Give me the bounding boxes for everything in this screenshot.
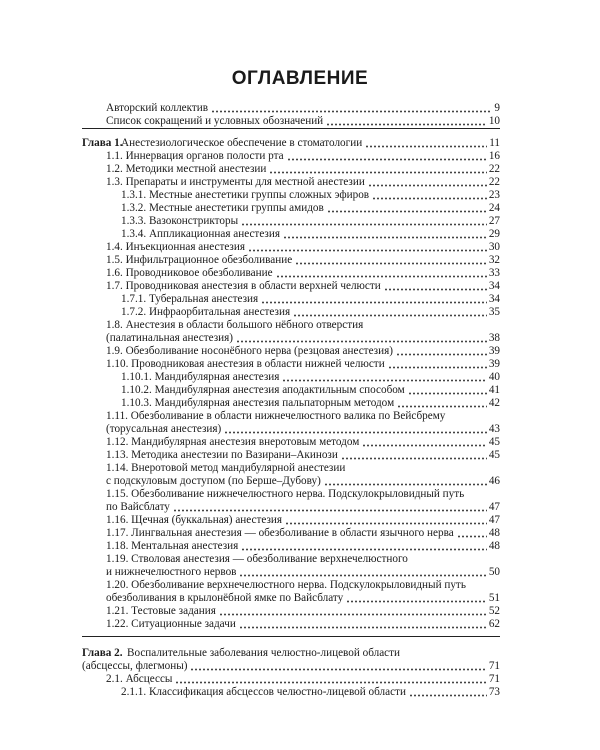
chapter-label: Глава 1. [82, 137, 123, 149]
toc-entry-page: 45 [488, 436, 500, 448]
toc-entry-page: 39 [488, 345, 500, 357]
separator-top [82, 128, 500, 129]
toc-entry-page: 42 [488, 397, 500, 409]
toc-entry[interactable] [106, 163, 500, 176]
toc-entry-page: 47 [488, 514, 500, 526]
toc-entry-page: 34 [488, 280, 500, 292]
toc-entry-page: 24 [488, 202, 500, 214]
toc-entry-title: 1.16. Щечная (буккальная) анестезия [106, 514, 283, 526]
dot-leader [293, 307, 487, 317]
dot-leader [241, 216, 487, 226]
toc-entry-title: (палатинальная анестезия) [106, 332, 233, 344]
dot-leader [324, 476, 487, 486]
toc-entry[interactable] [121, 397, 500, 410]
toc-entry[interactable] [106, 540, 500, 553]
toc-entry-page: 46 [488, 475, 500, 487]
toc-entry[interactable] [106, 553, 500, 566]
dot-leader [327, 203, 487, 213]
toc-entry-page: 33 [488, 267, 500, 279]
chapter-label: Глава 2. [82, 647, 123, 659]
toc-entry-page: 9 [494, 102, 500, 114]
toc-entry-page: 48 [488, 527, 500, 539]
toc-entry[interactable] [106, 673, 500, 686]
toc-entry-title: 1.1. Иннервация органов полости рта [106, 150, 284, 162]
toc-entry-title: 1.3.2. Местные анестетики группы амидов [121, 202, 324, 214]
dot-leader [241, 541, 487, 551]
toc-entry[interactable] [106, 449, 500, 462]
toc-entry[interactable] [121, 137, 500, 150]
dot-leader [190, 661, 486, 671]
toc-entry-title: 1.10.1. Мандибулярная анестезия [121, 371, 280, 383]
dot-leader [396, 346, 487, 356]
dot-leader [224, 424, 487, 434]
dot-leader [372, 190, 487, 200]
toc-entry-title: 1.20. Обезболивание верхнечелюстного нерва. Подскулокрыловидный путь [106, 579, 466, 591]
toc-entry[interactable] [106, 267, 500, 280]
toc-entry-title: 1.3.1. Местные анестетики группы сложных эфиров [121, 189, 370, 201]
toc-entry[interactable] [121, 202, 500, 215]
toc-entry-title: 1.22. Ситуационные задачи [106, 618, 236, 630]
toc-entry-page: 16 [488, 150, 500, 162]
toc-entry-page: 11 [489, 137, 500, 149]
toc-entry-title: Список сокращений и условных обозначений [106, 115, 324, 127]
toc-entry[interactable] [121, 306, 500, 319]
toc-entry-title: 1.5. Инфильтрационное обезболивание [106, 254, 293, 266]
toc-entry-title: 1.10.3. Мандибулярная анестезия пальпаторным методом [121, 397, 395, 409]
toc-entry-title: 1.7.2. Инфраорбитальная анестезия [121, 306, 291, 318]
toc-entry-page: 51 [488, 592, 500, 604]
toc-entry[interactable] [106, 514, 500, 527]
toc-entry-page: 50 [488, 566, 500, 578]
toc-entry-page: 34 [488, 293, 500, 305]
toc-entry-page: 35 [488, 306, 500, 318]
toc-entry-page: 71 [488, 673, 500, 685]
toc-entry-title: обезболивания в крылонёбной ямке по Вайсблату [106, 592, 344, 604]
toc-entry-title: по Вайсблату [106, 501, 170, 513]
toc-entry[interactable] [106, 102, 500, 115]
dot-leader [346, 593, 487, 603]
toc-entry-page: 48 [488, 540, 500, 552]
dot-leader [269, 164, 486, 174]
dot-leader [239, 567, 486, 577]
dot-leader [397, 398, 487, 408]
dot-leader [261, 294, 487, 304]
toc-entry-page: 27 [488, 215, 500, 227]
dot-leader [365, 138, 487, 148]
toc-entry-title: 1.15. Обезболивание нижнечелюстного нерва. Подскулокрыловидный путь [106, 488, 465, 500]
toc-entry-title: 2.1. Абсцессы [106, 673, 173, 685]
toc-entry-title: Анестезиологическое обеспечение в стоматологии [121, 137, 363, 149]
toc-entry-page: 29 [488, 228, 500, 240]
toc-entry[interactable] [82, 660, 500, 673]
dot-leader [276, 268, 487, 278]
toc-entry[interactable] [106, 332, 500, 345]
toc-entry-title: 1.17. Лингвальная анестезия — обезболивание в области язычного нерва [106, 527, 454, 539]
toc-entry[interactable] [121, 189, 500, 202]
dot-leader [408, 385, 487, 395]
toc-entry[interactable] [106, 501, 500, 514]
toc-entry[interactable] [106, 605, 500, 618]
dot-leader [295, 255, 487, 265]
toc-entry-title: 1.7. Проводниковая анестезия в области верхней челюсти [106, 280, 381, 292]
dot-leader [239, 619, 487, 629]
toc-entry[interactable] [106, 527, 500, 540]
toc-entry-title: 1.13. Методика анестезии по Вазирани–Акинози [106, 449, 338, 461]
toc-entry-title: 1.19. Стволовая анестезия — обезболивание верхнечелюстного [106, 553, 408, 565]
toc-entry-title: с подскуловым доступом (по Берше–Дубову) [106, 475, 321, 487]
toc-entry[interactable] [121, 228, 500, 241]
toc-entry-page: 23 [488, 189, 500, 201]
toc-entry-page: 47 [488, 501, 500, 513]
toc-entry-page: 22 [488, 176, 500, 188]
toc-entry[interactable] [121, 215, 500, 228]
toc-entry-page: 45 [488, 449, 500, 461]
dot-leader [326, 116, 487, 126]
toc-entry[interactable] [121, 371, 500, 384]
dot-leader [341, 450, 487, 460]
toc-entry[interactable] [106, 345, 500, 358]
dot-leader [457, 528, 487, 538]
toc-entry-page: 10 [488, 115, 500, 127]
toc-entry-page: 73 [488, 686, 500, 698]
toc-entry[interactable] [106, 150, 500, 163]
toc-entry[interactable] [106, 358, 500, 371]
toc-entry-page: 38 [488, 332, 500, 344]
toc-entry[interactable] [106, 618, 500, 631]
toc-entry-page: 41 [488, 384, 500, 396]
toc-entry-page: 43 [488, 423, 500, 435]
toc-entry[interactable] [121, 293, 500, 306]
toc-entry-title: 1.3. Препараты и инструменты для местной анестезии [106, 176, 365, 188]
toc-entry-title: 1.3.3. Вазоконстрикторы [121, 215, 239, 227]
toc-entry[interactable] [106, 241, 500, 254]
dot-leader [285, 515, 487, 525]
toc-entry-title: 1.12. Мандибулярная анестезия внеротовым методом [106, 436, 360, 448]
toc-entry-title: Воспалительные заболевания челюстно-лицевой области [127, 647, 401, 659]
dot-leader [368, 177, 487, 187]
toc-entry-title: и нижнечелюстного нервов [106, 566, 237, 578]
dot-leader [287, 151, 487, 161]
toc-entry-title: 1.8. Анестезия в области большого нёбного отверстия [106, 319, 364, 331]
toc-entry-title: 1.9. Обезболивание носонёбного нерва (резцовая анестезия) [106, 345, 393, 357]
toc-entry-title: 1.14. Внеротовой метод мандибулярной анестезии [106, 462, 346, 474]
toc-entry[interactable] [106, 566, 500, 579]
toc-entry[interactable] [106, 176, 500, 189]
toc-entry-title: Авторский коллектив [106, 102, 209, 114]
dot-leader [236, 333, 487, 343]
dot-leader [282, 372, 486, 382]
toc-entry[interactable] [106, 423, 500, 436]
toc-entry-page: 22 [488, 163, 500, 175]
toc-entry[interactable] [106, 462, 500, 475]
toc-entry-page: 32 [488, 254, 500, 266]
dot-leader [388, 359, 487, 369]
toc-entry-page: 62 [488, 618, 500, 630]
dot-leader [248, 242, 487, 252]
toc-entry[interactable] [106, 254, 500, 267]
toc-entry[interactable] [106, 410, 500, 423]
toc-entry[interactable] [106, 579, 500, 592]
dot-leader [362, 437, 486, 447]
toc-entry-page: 52 [488, 605, 500, 617]
toc-entry-title: 1.10.2. Мандибулярная анестезия аподактильным способом [121, 384, 405, 396]
toc-entry-page: 71 [488, 660, 500, 672]
toc-entry-page: 40 [488, 371, 500, 383]
toc-entry-page: 30 [488, 241, 500, 253]
toc-entry-title: (абсцессы, флегмоны) [82, 660, 188, 672]
dot-leader [283, 229, 487, 239]
separator-middle [82, 636, 500, 637]
toc-entry-title: 1.18. Ментальная анестезия [106, 540, 239, 552]
toc-entry-title: 2.1.1. Классификация абсцессов челюстно-лицевой области [121, 686, 406, 698]
toc-entry-title: 1.10. Проводниковая анестезия в области нижней челюсти [106, 358, 385, 370]
toc-entry[interactable] [106, 436, 500, 449]
toc-entry-title: 1.11. Обезболивание в области нижнечелюстного валика по Вейсбрему [106, 410, 446, 422]
toc-entry[interactable] [127, 647, 500, 660]
dot-leader [211, 103, 492, 113]
toc-entry[interactable] [106, 475, 500, 488]
toc-entry[interactable] [106, 592, 500, 605]
toc-entry[interactable] [106, 488, 500, 501]
page-title: ОГЛАВЛЕНИЕ [231, 68, 369, 89]
toc-entry-title: 1.6. Проводниковое обезболивание [106, 267, 273, 279]
toc-entry-title: 1.2. Методики местной анестезии [106, 163, 267, 175]
toc-entry-title: 1.7.1. Туберальная анестезия [121, 293, 259, 305]
dot-leader [175, 674, 486, 684]
toc-entry[interactable] [106, 280, 500, 293]
toc-entry[interactable] [121, 384, 500, 397]
toc-entry-title: 1.3.4. Аппликационная анестезия [121, 228, 280, 240]
toc-entry-title: (торусальная анестезия) [106, 423, 222, 435]
toc-entry[interactable] [121, 686, 500, 699]
dot-leader [173, 502, 487, 512]
toc-entry-title: 1.21. Тестовые задания [106, 605, 216, 617]
toc-entry[interactable] [106, 115, 500, 128]
dot-leader [384, 281, 487, 291]
toc-entry-page: 39 [488, 358, 500, 370]
toc-entry-title: 1.4. Инъекционная анестезия [106, 241, 245, 253]
toc-entry[interactable] [106, 319, 500, 332]
dot-leader [409, 687, 487, 697]
dot-leader [219, 606, 487, 616]
